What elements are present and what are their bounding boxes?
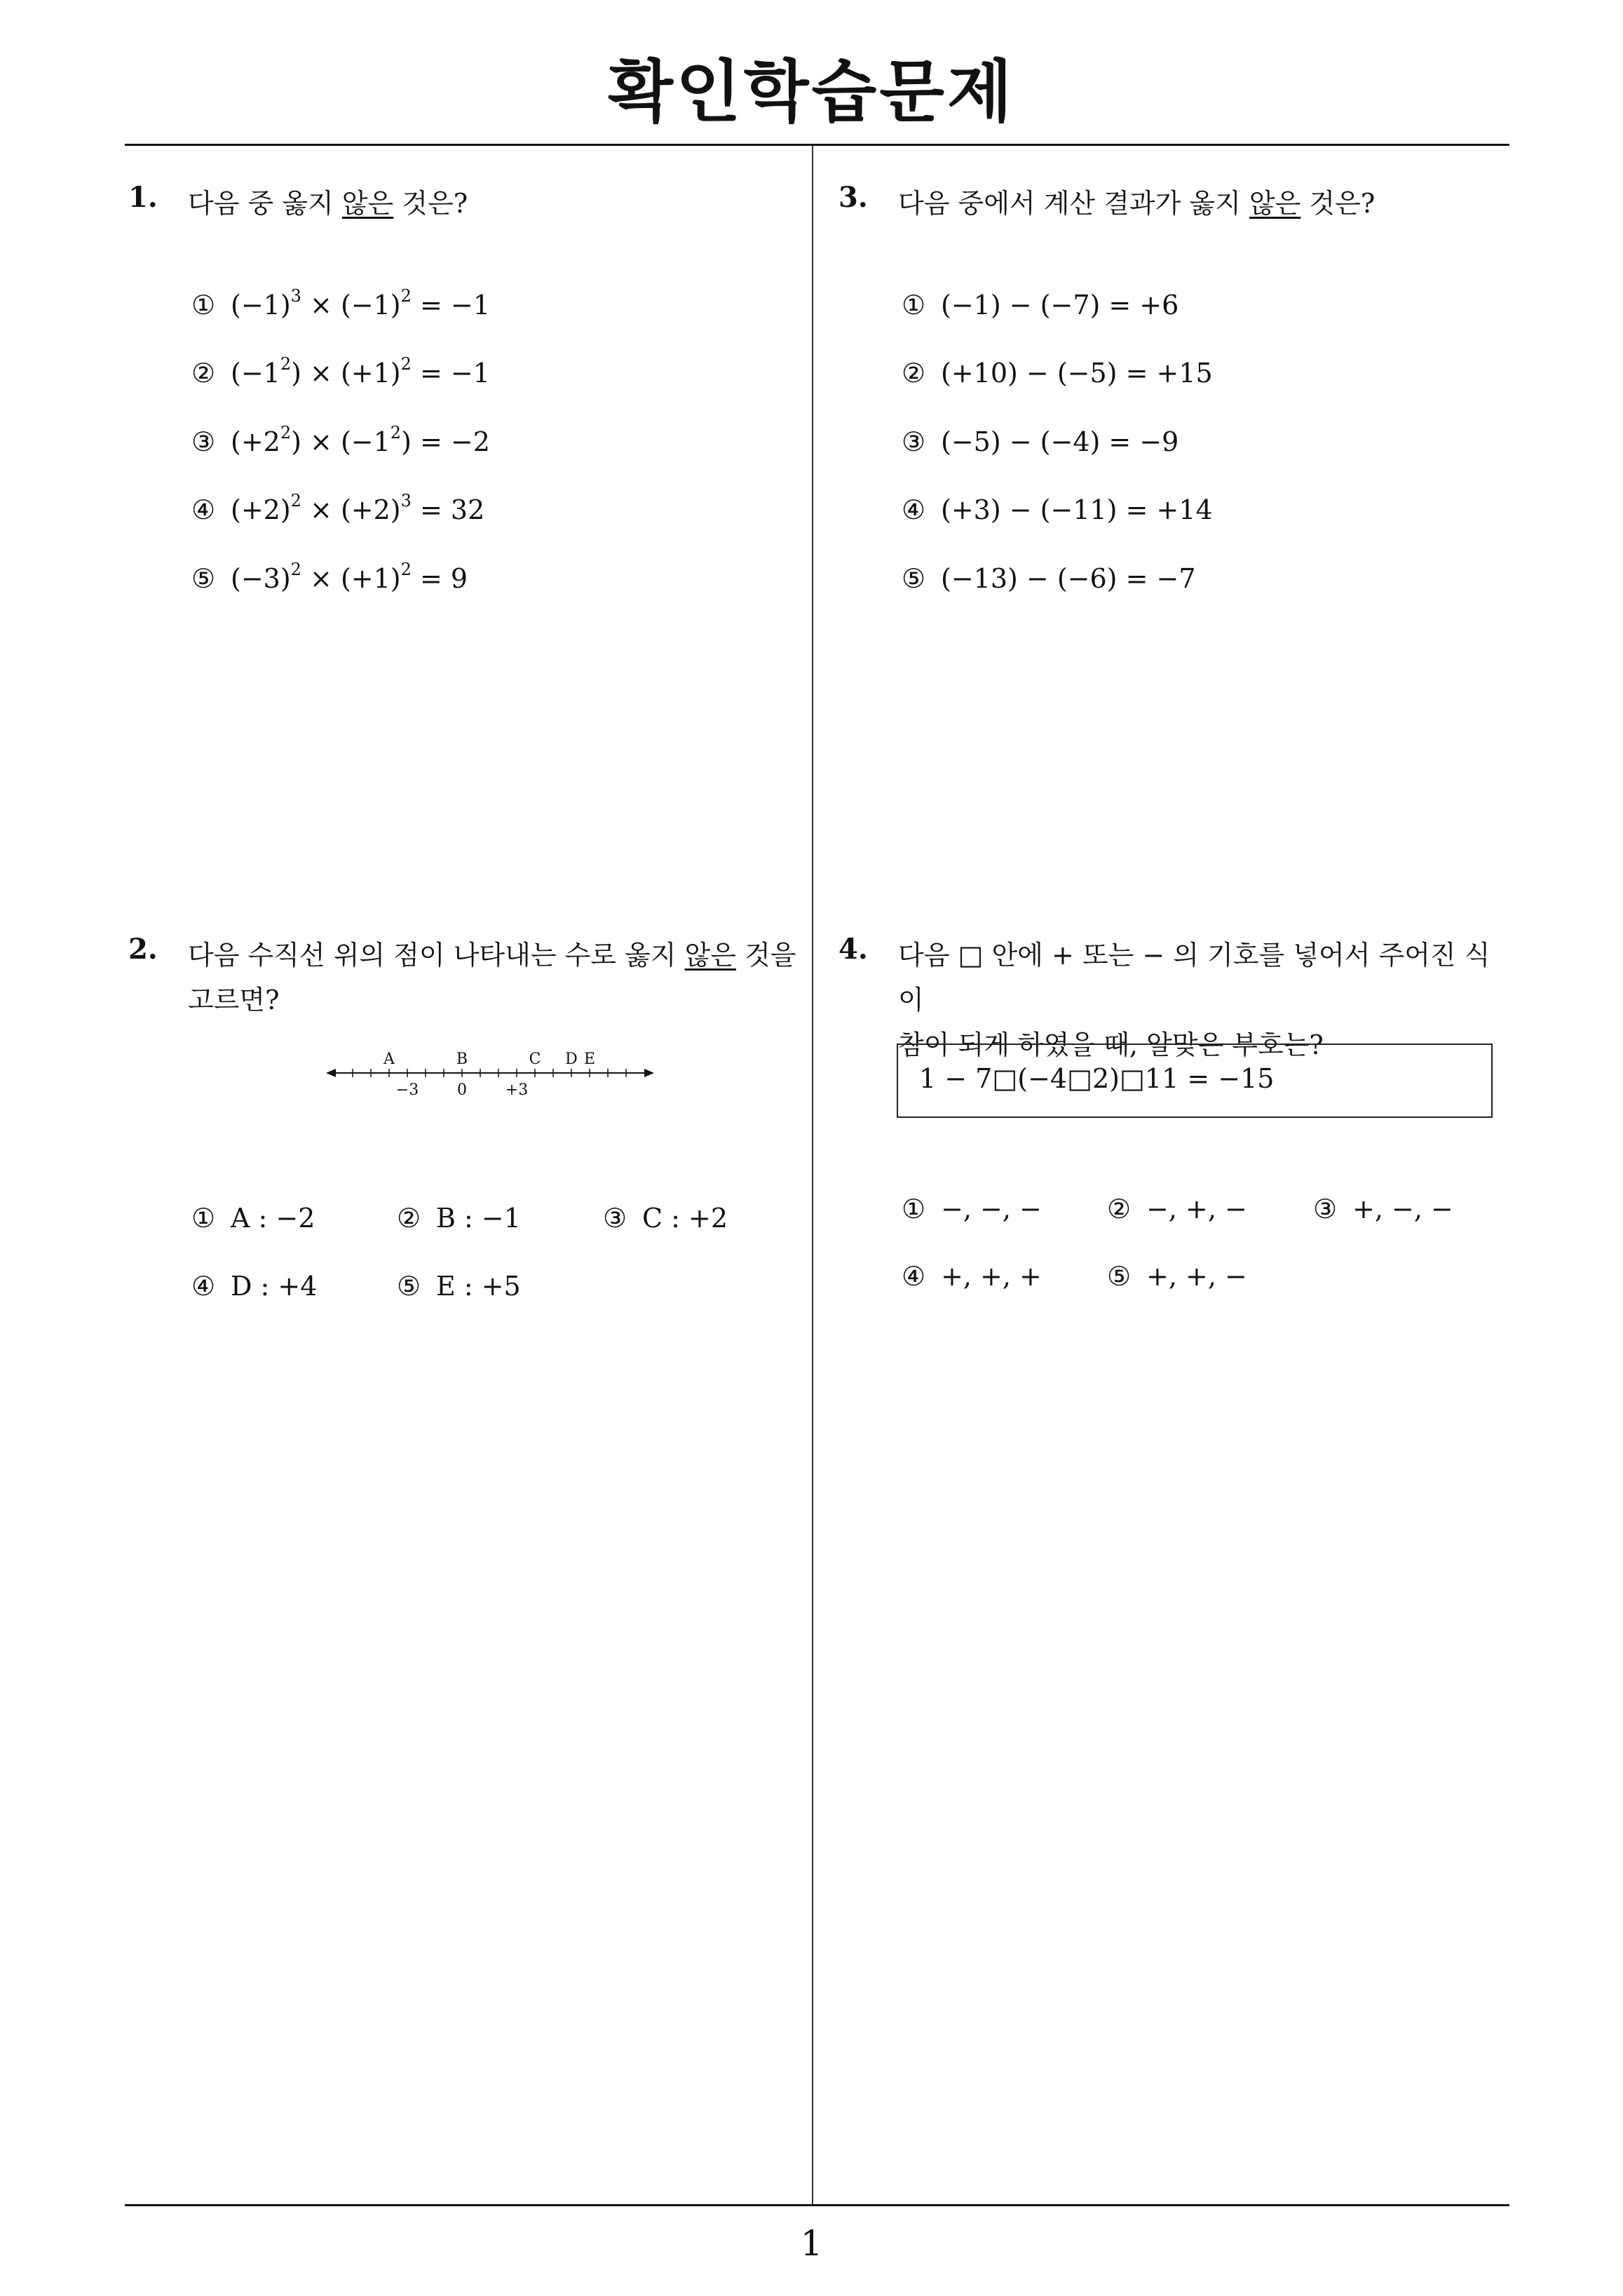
- option-text: (−1): [231, 290, 291, 320]
- option-text: +, +, −: [1146, 1261, 1247, 1292]
- option-text: −, +, −: [1146, 1194, 1247, 1224]
- option-3[interactable]: [603, 1203, 728, 1234]
- option-text: −, −, −: [941, 1194, 1042, 1224]
- option-5[interactable]: [397, 1271, 521, 1302]
- underlined-word: 않은: [684, 940, 737, 971]
- option-marker: ④: [902, 494, 926, 525]
- option-2[interactable]: [902, 358, 1213, 389]
- option-marker: ②: [191, 358, 216, 389]
- option-marker: ③: [1313, 1194, 1338, 1224]
- option-marker: ③: [603, 1203, 627, 1234]
- option-text: +, +, +: [941, 1261, 1042, 1292]
- option-4[interactable]: [902, 494, 1213, 525]
- point-label-c: C: [529, 1051, 541, 1068]
- option-text: (+3) − (−11) = +14: [941, 494, 1213, 525]
- exponent: 2: [400, 560, 412, 579]
- exponent: 2: [290, 560, 301, 579]
- question-text-part: 다음 중에서 계산 결과가 옳지: [898, 188, 1249, 219]
- number-line: [325, 1048, 654, 1105]
- option-text: = 9: [411, 563, 468, 594]
- option-5[interactable]: [902, 563, 1196, 594]
- question-text-part: 다음 중 옳지: [188, 188, 342, 219]
- option-marker: ①: [191, 1203, 216, 1234]
- question-4: [838, 933, 1512, 1325]
- option-text: ) × (+1): [291, 358, 401, 389]
- question-text-part: 고르면?: [188, 985, 280, 1015]
- option-text: ) × (−1: [291, 426, 391, 457]
- exponent: 2: [280, 354, 292, 374]
- option-text: A : −2: [231, 1203, 315, 1234]
- option-marker: ④: [902, 1261, 926, 1292]
- option-marker: ③: [191, 426, 216, 457]
- option-5[interactable]: [1107, 1261, 1247, 1292]
- question-text-part: 것은?: [393, 188, 468, 219]
- question-text: [898, 181, 1375, 226]
- question-number: 4.: [838, 933, 868, 966]
- question-text-part: 다음 수직선 위의 점이 나타내는 수로 옳지: [188, 940, 685, 971]
- question-text-part: 것을: [736, 940, 796, 971]
- question-number: 3.: [838, 181, 868, 214]
- option-text: × (+1): [301, 563, 401, 594]
- option-text: (−5) − (−4) = −9: [941, 426, 1179, 457]
- expression-box: [897, 1044, 1493, 1118]
- option-text: (+10) − (−5) = +15: [941, 358, 1213, 389]
- underlined-word: 않은: [1249, 188, 1301, 219]
- option-marker: ①: [191, 290, 216, 320]
- option-text: (−1) − (−7) = +6: [941, 290, 1179, 320]
- exponent: 3: [290, 286, 301, 306]
- question-text-part: 다음 □ 안에 + 또는 − 의 기호를 넣어서 주어진 식이: [898, 940, 1490, 1015]
- option-marker: ④: [191, 1271, 216, 1302]
- option-text: × (−1): [301, 290, 401, 320]
- question-3: [838, 181, 1505, 602]
- exponent: 2: [290, 491, 301, 511]
- option-2[interactable]: [397, 1203, 521, 1234]
- exponent: 2: [280, 423, 292, 443]
- option-marker: ①: [902, 290, 926, 320]
- expression-text: 1 − 7□(−4□2)□11 = −15: [919, 1063, 1275, 1094]
- point-label-a: A: [383, 1051, 395, 1068]
- option-marker: ②: [1107, 1194, 1132, 1224]
- point-label-d: D: [565, 1051, 578, 1068]
- option-text: ) = −2: [401, 426, 490, 457]
- option-text: (+2): [231, 494, 291, 525]
- option-marker: ⑤: [1107, 1261, 1132, 1292]
- option-marker: ③: [902, 426, 926, 457]
- exponent: 3: [400, 491, 412, 511]
- question-text: [188, 181, 468, 226]
- option-4[interactable]: [191, 1271, 317, 1302]
- option-text: = 32: [411, 494, 485, 525]
- option-text: = −1: [411, 358, 490, 389]
- option-4[interactable]: [191, 491, 485, 525]
- exponent: 2: [400, 354, 412, 374]
- option-1[interactable]: [902, 1194, 1042, 1224]
- option-text: × (+2): [301, 494, 401, 525]
- tick-label-minus3: −3: [395, 1081, 419, 1099]
- option-text: = −1: [411, 290, 490, 320]
- option-text: B : −1: [436, 1203, 521, 1234]
- question-number: 2.: [128, 933, 158, 966]
- question-number: 1.: [128, 181, 158, 214]
- option-marker: ②: [902, 358, 926, 389]
- option-1[interactable]: [191, 1203, 315, 1234]
- question-text: [188, 933, 805, 1022]
- option-text: (+2: [231, 426, 280, 457]
- bottom-divider: [125, 2204, 1509, 2206]
- option-2[interactable]: [1107, 1194, 1247, 1224]
- option-marker: ⑤: [902, 563, 926, 594]
- question-text-part: 것은?: [1301, 188, 1376, 219]
- option-marker: ②: [397, 1203, 421, 1234]
- option-3[interactable]: [902, 426, 1179, 457]
- point-label-e: E: [583, 1051, 596, 1068]
- option-marker: ⑤: [397, 1271, 421, 1302]
- question-2: [128, 933, 801, 1339]
- option-3[interactable]: [191, 423, 490, 457]
- underlined-word: 않은: [341, 188, 394, 219]
- top-divider: [125, 144, 1509, 146]
- tick-label-0: 0: [457, 1081, 467, 1099]
- option-text: E : +5: [436, 1271, 521, 1302]
- option-text: D : +4: [231, 1271, 318, 1302]
- exponent: 2: [390, 423, 402, 443]
- option-marker: ①: [902, 1194, 926, 1224]
- exponent: 2: [400, 286, 412, 306]
- option-text: (−3): [231, 563, 291, 594]
- option-2[interactable]: [191, 354, 490, 389]
- option-5[interactable]: [191, 560, 468, 594]
- option-text: (−1: [231, 358, 280, 389]
- question-1: [128, 181, 794, 602]
- option-text: +, −, −: [1352, 1194, 1453, 1224]
- option-1[interactable]: [191, 286, 490, 320]
- page-title: 확인학습문제: [608, 53, 1015, 131]
- option-1[interactable]: [902, 290, 1179, 320]
- question-text-part: 참이 되게 하였을 때, 알맞은 부호는?: [898, 1029, 1324, 1060]
- page-number: 1: [800, 2223, 823, 2264]
- option-3[interactable]: [1313, 1194, 1453, 1224]
- option-text: C : +2: [642, 1203, 728, 1234]
- option-text: (−13) − (−6) = −7: [941, 563, 1196, 594]
- option-marker: ⑤: [191, 563, 216, 594]
- tick-label-plus3: +3: [505, 1081, 529, 1099]
- column-divider: [812, 145, 813, 2205]
- point-label-b: B: [456, 1051, 468, 1068]
- option-4[interactable]: [902, 1261, 1042, 1292]
- option-marker: ④: [191, 494, 216, 525]
